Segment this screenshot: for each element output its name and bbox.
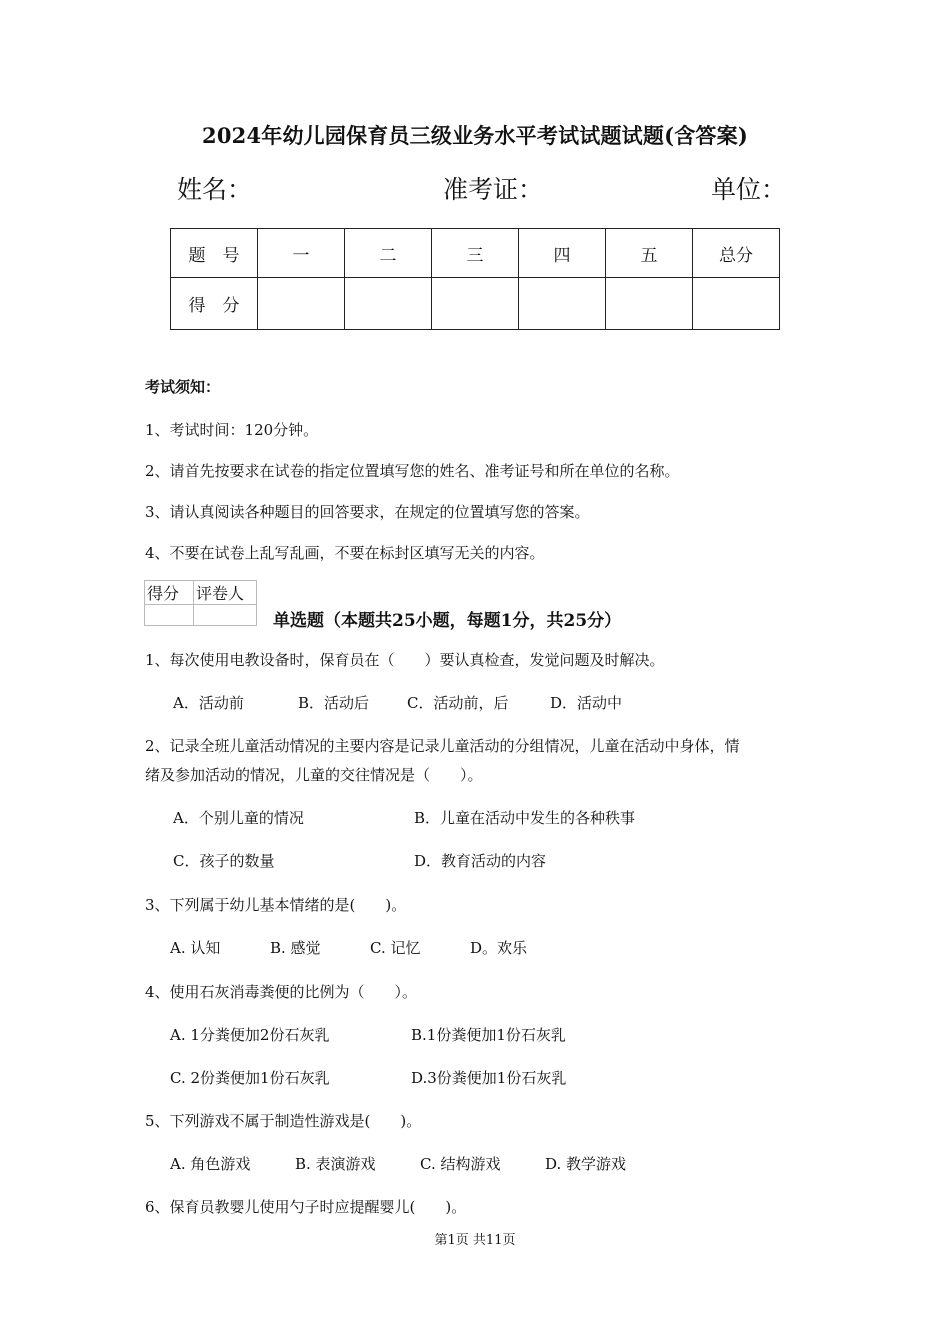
score-table-header-cell: 二 [345, 229, 432, 278]
grader-score-label: 得分 [145, 581, 194, 605]
score-table-header-cell: 三 [432, 229, 519, 278]
grader-name-label: 评卷人 [194, 581, 257, 605]
question-stem: 6、保育员教婴儿使用勺子时应提醒婴儿( )。 [145, 1198, 467, 1216]
question-stem: 1、每次使用电教设备时，保育员在（ ）要认真检查，发觉问题及时解决。 [145, 651, 665, 669]
question-option: B.1份粪便加1份石灰乳 [411, 1026, 566, 1044]
question-stem: 5、下列游戏不属于制造性游戏是( )。 [145, 1112, 422, 1130]
question-stem: 3、下列属于幼儿基本情绪的是( )。 [145, 896, 407, 914]
score-table-header-cell: 五 [606, 229, 693, 278]
question-option: B. 感觉 [270, 939, 321, 957]
question-option: D．活动中 [550, 694, 623, 712]
score-table [170, 228, 780, 330]
question-option: A. 认知 [170, 939, 221, 957]
grader-name-cell[interactable] [194, 605, 257, 626]
question-option: A. 角色游戏 [170, 1155, 251, 1173]
question-stem: 绪及参加活动的情况，儿童的交往情况是（ ）。 [145, 766, 483, 784]
grader-score-cell[interactable] [145, 605, 194, 626]
unit-label: 单位： [711, 175, 787, 204]
score-table-header-cell: 一 [258, 229, 345, 278]
question-option: C．孩子的数量 [173, 852, 275, 870]
question-option: B. 表演游戏 [295, 1155, 376, 1173]
question-option: C. 2份粪便加1份石灰乳 [170, 1069, 330, 1087]
question-option: C. 结构游戏 [420, 1155, 501, 1173]
question-option: D。欢乐 [470, 939, 528, 957]
question-option: D．教育活动的内容 [414, 852, 547, 870]
question-option: A．个别儿童的情况 [173, 809, 304, 827]
page-title: 2024年幼儿园保育员三级业务水平考试试题试题(含答案) [202, 123, 748, 148]
question-option: B．活动后 [298, 694, 370, 712]
score-cell[interactable] [519, 278, 606, 330]
score-table-header-cell: 题 号 [171, 229, 258, 278]
question-option: C. 记忆 [370, 939, 421, 957]
question-option: A. 1分粪便加2份石灰乳 [170, 1026, 330, 1044]
question-stem: 2、记录全班儿童活动情况的主要内容是记录儿童活动的分组情况，儿童在活动中身体，情 [145, 737, 740, 755]
score-table-header-cell: 总分 [693, 229, 780, 278]
question-option: C．活动前，后 [407, 694, 509, 712]
score-cell[interactable] [258, 278, 345, 330]
exam-id-label: 准考证： [443, 175, 544, 204]
notice-title: 考试须知： [145, 378, 221, 396]
question-option: D. 教学游戏 [545, 1155, 627, 1173]
score-table-score-row [171, 278, 780, 330]
question-option: A．活动前 [173, 694, 244, 712]
score-cell[interactable] [345, 278, 432, 330]
score-table-header-cell: 四 [519, 229, 606, 278]
grader-box [144, 580, 257, 626]
score-cell[interactable] [693, 278, 780, 330]
question-stem: 4、使用石灰消毒粪便的比例为（ ）。 [145, 983, 418, 1001]
notice-item: 4、不要在试卷上乱写乱画，不要在标封区填写无关的内容。 [145, 544, 545, 562]
section-title: 单选题（本题共25小题，每题1分，共25分） [273, 611, 622, 631]
notice-item: 1、考试时间：120分钟。 [145, 421, 319, 439]
page-footer: 第1页 共11页 [434, 1233, 516, 1248]
name-label: 姓名： [177, 175, 253, 204]
score-row-label: 得 分 [171, 278, 258, 330]
score-cell[interactable] [606, 278, 693, 330]
score-cell[interactable] [432, 278, 519, 330]
score-table-header-row [171, 229, 780, 278]
notice-item: 2、请首先按要求在试卷的指定位置填写您的姓名、准考证号和所在单位的名称。 [145, 462, 680, 480]
question-option: B．儿童在活动中发生的各种秩事 [414, 809, 636, 827]
notice-item: 3、请认真阅读各种题目的回答要求，在规定的位置填写您的答案。 [145, 503, 590, 521]
question-option: D.3份粪便加1份石灰乳 [411, 1069, 567, 1087]
